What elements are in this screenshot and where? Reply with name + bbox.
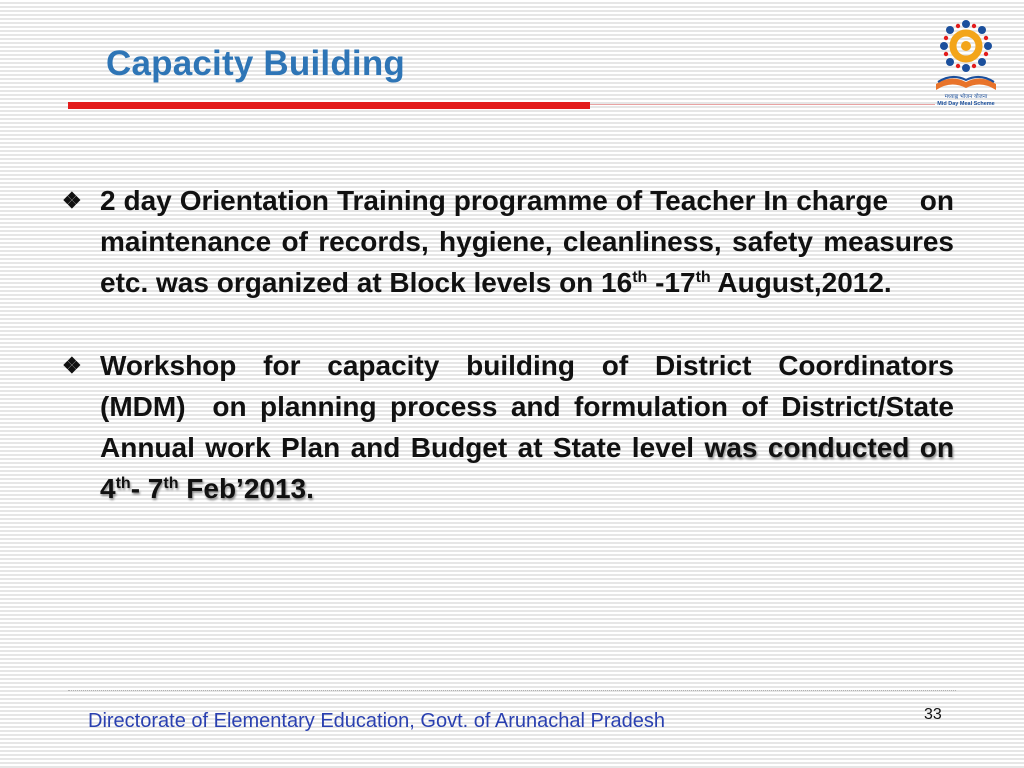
slide-content xyxy=(62,180,954,551)
bullet-item-training xyxy=(62,180,954,303)
title-underline-red xyxy=(68,102,590,109)
bullet-item-workshop xyxy=(62,345,954,509)
open-book-icon xyxy=(936,77,996,90)
diamond-bullet-icon: ❖ xyxy=(62,353,82,378)
diamond-bullet-icon: ❖ xyxy=(62,188,82,213)
slide-title: Capacity Building xyxy=(106,44,405,83)
page-number: 33 xyxy=(924,706,942,723)
bullet-text: August,2012. xyxy=(710,267,892,298)
footer-text: Directorate of Elementary Education, Govt. of Arunachal Pradesh xyxy=(88,710,665,732)
people-ring-icon xyxy=(940,20,992,72)
ordinal-suffix: th xyxy=(163,475,179,492)
logo-caption: Mid Day Meal Scheme xyxy=(937,101,995,107)
bullet-text: -17 xyxy=(647,267,696,298)
bullet-text: 2 day Orientation Training programme of Teacher In charge on maintenance of records, hygiene, cleanliness, safety measures etc. was organized at Block levels on 16 xyxy=(100,185,954,298)
emphasized-text: was conducted on 4 xyxy=(100,432,955,504)
ordinal-suffix: th xyxy=(632,269,648,286)
ordinal-suffix: th xyxy=(115,475,131,492)
bullet-text: Workshop for capacity building of District Coordinators (MDM) on planning process and formulation of District/State Annual work Plan and Budget at State level xyxy=(100,350,954,463)
logo-caption-hindi: मध्याह्न भोजन योजना xyxy=(944,94,988,100)
ordinal-suffix: th xyxy=(695,269,711,286)
emphasized-text: - 7 xyxy=(130,473,164,504)
emphasized-text: Feb’2013. xyxy=(178,473,314,504)
title-underline-thin xyxy=(590,104,935,105)
mid-day-meal-logo xyxy=(924,12,1008,108)
footer-divider xyxy=(68,690,956,691)
